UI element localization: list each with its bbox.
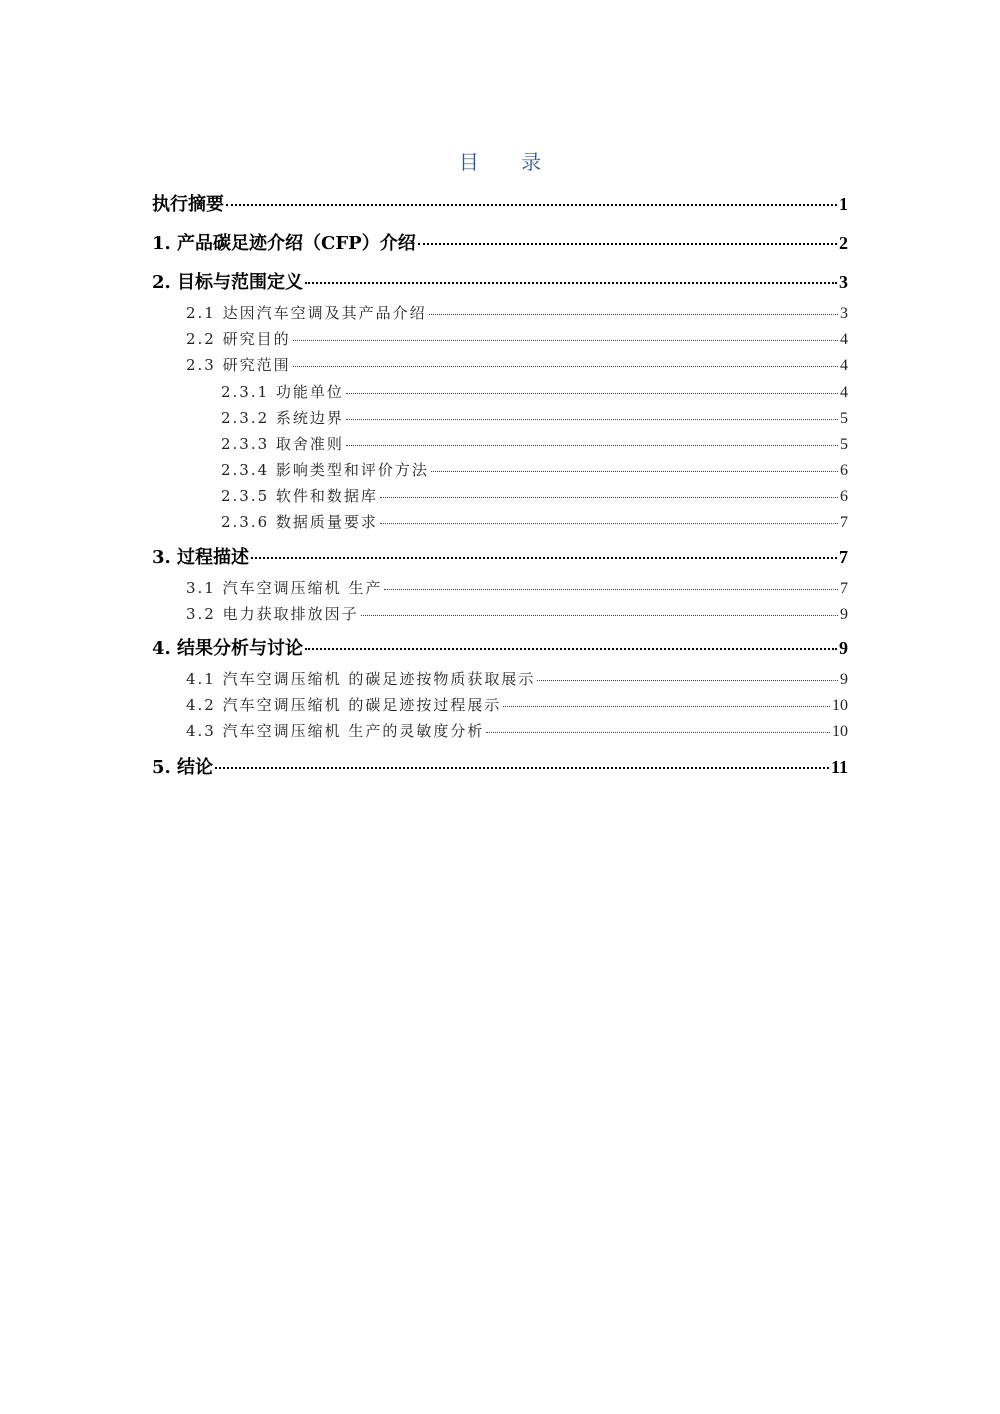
toc-entry-label: 2. 目标与范围定义: [152, 272, 304, 293]
toc-entry-section-2-2[interactable]: [186, 328, 848, 349]
dot-leader: [384, 589, 838, 590]
toc-entry-label: 2.2 研究目的: [186, 330, 291, 348]
toc-entry-page: 6: [840, 462, 848, 479]
toc-entry-label: 2.3.4 影响类型和评价方法: [221, 461, 429, 479]
dot-leader: [293, 340, 838, 341]
toc-entry-section-3-2[interactable]: [186, 603, 848, 624]
dot-leader: [431, 471, 838, 472]
toc-entry-label: 2.1 达因汽车空调及其产品介绍: [186, 304, 427, 322]
dot-leader: [537, 680, 838, 681]
dot-leader: [346, 419, 838, 420]
dot-leader: [486, 732, 830, 733]
toc-entry-label: 2.3.5 软件和数据库: [221, 487, 378, 505]
toc-entry-section-4-1[interactable]: [186, 668, 848, 689]
toc-entry-page: 9: [840, 606, 848, 623]
toc-entry-label: 4.2 汽车空调压缩机 的碳足迹按过程展示: [186, 696, 502, 714]
toc-entry-page: 2: [839, 233, 848, 253]
toc-entry-page: 7: [840, 514, 848, 531]
dot-leader: [346, 393, 838, 394]
toc-entry-label: 2.3.3 取舍准则: [221, 435, 344, 453]
toc-entry-section-2-3-1[interactable]: [221, 381, 848, 402]
toc-entry-section-5[interactable]: [152, 753, 848, 779]
toc-entry-page: 9: [840, 671, 848, 688]
toc-entry-section-2-1[interactable]: [186, 302, 848, 323]
toc-entry-page: 5: [840, 436, 848, 453]
toc-entry-section-4-3[interactable]: [186, 720, 848, 741]
toc-entry-section-1[interactable]: [152, 229, 848, 255]
toc-entry-label: 1. 产品碳足迹介绍（CFP）介绍: [152, 233, 416, 254]
toc-entry-label: 4.3 汽车空调压缩机 生产的灵敏度分析: [186, 722, 485, 740]
toc-entry-page: 5: [840, 410, 848, 427]
dot-leader: [305, 648, 837, 650]
toc-entry-label: 4. 结果分析与讨论: [152, 638, 304, 659]
toc-entry-section-4-2[interactable]: [186, 694, 848, 715]
toc-entry-page: 10: [832, 697, 848, 714]
toc-entry-page: 11: [830, 757, 848, 777]
toc-entry-label: 2.3 研究范围: [186, 356, 291, 374]
toc-entry-section-2-3-5[interactable]: [221, 485, 848, 506]
dot-leader: [418, 243, 837, 245]
toc-entry-page: 9: [839, 638, 848, 658]
toc-entry-page: 3: [840, 305, 848, 322]
toc-entry-label: 3. 过程描述: [152, 547, 250, 568]
dot-leader: [380, 497, 838, 498]
toc-entry-section-2-3-3[interactable]: [221, 433, 848, 454]
dot-leader: [346, 445, 838, 446]
toc-entry-section-2[interactable]: [152, 268, 848, 294]
dot-leader: [251, 557, 837, 559]
dot-leader: [215, 767, 829, 769]
dot-leader: [361, 615, 838, 616]
toc-entry-label: 2.3.6 数据质量要求: [221, 513, 378, 531]
toc-entry-label: 2.3.2 系统边界: [221, 409, 344, 427]
toc-entry-page: 3: [839, 272, 848, 292]
dot-leader: [503, 706, 830, 707]
toc-entry-section-4[interactable]: [152, 634, 848, 660]
toc-entry-section-2-3[interactable]: [186, 354, 848, 375]
toc-entry-section-2-3-4[interactable]: [221, 459, 848, 480]
toc-entry-label: 4.1 汽车空调压缩机 的碳足迹按物质获取展示: [186, 670, 536, 688]
toc-entry-page: 4: [840, 384, 848, 401]
toc-entry-label: 3.2 电力获取排放因子: [186, 605, 359, 623]
toc-entry-page: 7: [840, 580, 848, 597]
toc-entry-page: 4: [840, 331, 848, 348]
toc-entry-label: 5. 结论: [152, 757, 214, 778]
toc-title: 目 录: [458, 150, 560, 174]
toc-entry-section-3-1[interactable]: [186, 577, 848, 598]
toc-entry-label: 执行摘要: [152, 194, 224, 215]
dot-leader: [380, 523, 838, 524]
toc-entry-section-2-3-6[interactable]: [221, 511, 848, 532]
toc-entry-executive-summary[interactable]: [152, 190, 848, 216]
toc-entry-page: 4: [840, 357, 848, 374]
toc-entry-page: 10: [832, 723, 848, 740]
toc-entry-page: 1: [839, 194, 848, 214]
toc-entry-section-2-3-2[interactable]: [221, 407, 848, 428]
toc-entry-section-3[interactable]: [152, 543, 848, 569]
dot-leader: [305, 282, 837, 284]
toc-entry-page: 6: [840, 488, 848, 505]
dot-leader: [226, 204, 837, 206]
dot-leader: [429, 314, 838, 315]
toc-entry-label: 3.1 汽车空调压缩机 生产: [186, 579, 383, 597]
toc-entry-label: 2.3.1 功能单位: [221, 383, 344, 401]
dot-leader: [293, 366, 838, 367]
toc-entry-page: 7: [839, 547, 848, 567]
